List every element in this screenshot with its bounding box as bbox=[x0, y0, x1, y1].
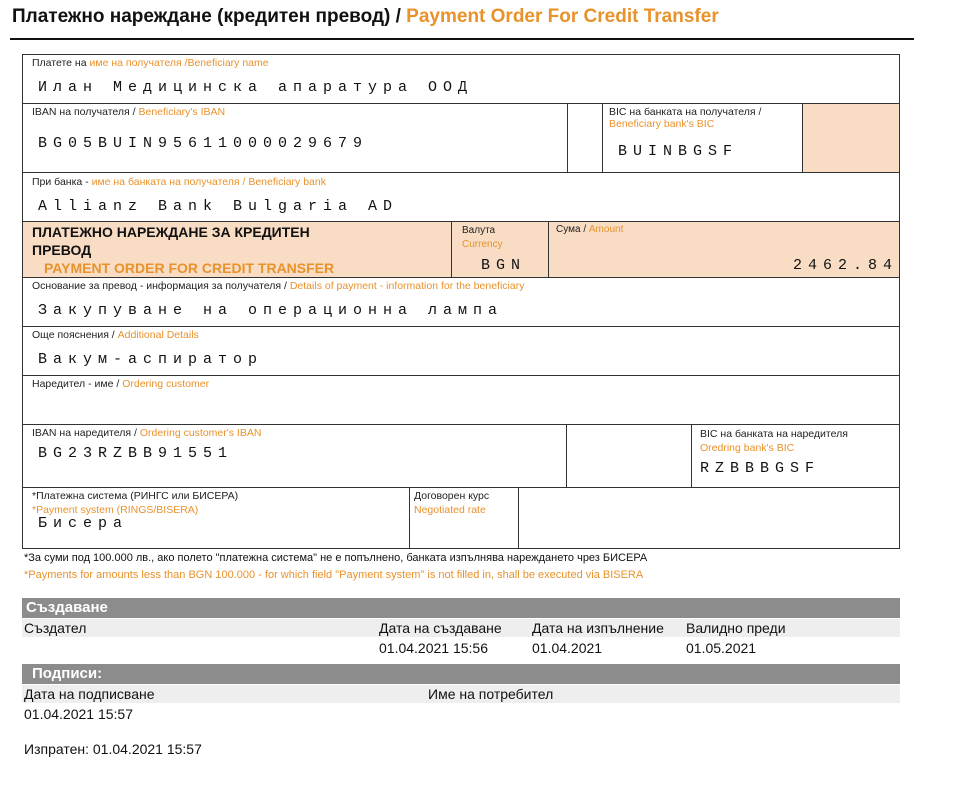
row-divider bbox=[22, 221, 900, 222]
bank-name-field[interactable]: Allianz Bank Bulgaria AD bbox=[38, 198, 399, 215]
beneficiary-iban-field[interactable]: BG05BUIN95611000029679 bbox=[38, 135, 369, 152]
col-divider bbox=[567, 103, 568, 172]
title-bg: Платежно нареждане (кредитен превод) / bbox=[12, 6, 401, 27]
additional-details-field[interactable]: Вакум-аспиратор bbox=[38, 351, 264, 368]
ordering-iban-field[interactable]: BG23RZBB91551 bbox=[38, 445, 234, 462]
ordering-iban-label: IBAN на наредителя / Ordering customer's IBAN bbox=[32, 427, 262, 439]
execution-date-value: 01.04.2021 bbox=[532, 640, 603, 656]
row-divider bbox=[22, 103, 900, 104]
user-name-label: Име на потребител bbox=[428, 686, 554, 702]
details-label: Основание за превод - информация за получателя / Details of payment - information for the beneficiary bbox=[32, 280, 525, 292]
row-divider bbox=[22, 326, 900, 327]
col-divider bbox=[518, 487, 519, 549]
currency-label: Валута Currency bbox=[462, 225, 503, 250]
amount-field[interactable]: 2462.84 bbox=[792, 257, 898, 274]
footnote-en: *Payments for amounts less than BGN 100.000 - for which field "Payment system" is not filled in, shall be executed via BISERA bbox=[24, 569, 644, 581]
signed-date-value: 01.04.2021 15:57 bbox=[24, 706, 133, 722]
beneficiary-iban-label: IBAN на получателя / Beneficiary's IBAN bbox=[32, 106, 226, 118]
sent-status: Изпратен: 01.04.2021 15:57 bbox=[24, 741, 202, 757]
beneficiary-label: Платете на име на получателя /Beneficiary name bbox=[32, 57, 269, 69]
col-divider bbox=[566, 424, 567, 487]
valid-before-label: Валидно преди bbox=[686, 620, 786, 636]
row-divider bbox=[22, 487, 900, 488]
payment-system-field[interactable]: Бисера bbox=[38, 515, 129, 532]
footnote-bg: *За суми под 100.000 лв., ако полето "платежна система" не е попълнено, банката изпълнява нареждането чрез БИСЕРА bbox=[24, 552, 648, 564]
currency-field[interactable]: BGN bbox=[481, 257, 527, 274]
title-en: Payment Order For Credit Transfer bbox=[406, 6, 719, 27]
col-divider bbox=[409, 487, 410, 549]
valid-before-value: 01.05.2021 bbox=[686, 640, 757, 656]
row-divider bbox=[22, 375, 900, 376]
col-divider bbox=[451, 221, 452, 277]
details-field[interactable]: Закупуване на операционна лампа bbox=[38, 302, 504, 319]
beneficiary-bic-label: BIC на банката на получателя / Beneficiary bank's BIC bbox=[609, 106, 762, 130]
payment-system-label: *Платежна система (РИНГС или БИСЕРА) *Payment system (RINGS/BISERA) bbox=[32, 490, 239, 516]
col-divider bbox=[802, 103, 803, 172]
negotiated-rate-label: Договорен курс Negotiated rate bbox=[414, 490, 490, 516]
signatures-section-header: Подписи: bbox=[22, 664, 900, 684]
order-type-heading: ПЛАТЕЖНО НАРЕЖДАНЕ ЗА КРЕДИТЕН ПРЕВОД PAYMENT ORDER FOR CREDIT TRANSFER bbox=[32, 224, 335, 276]
amount-label: Сума / Amount bbox=[556, 224, 624, 235]
execution-date-label: Дата на изпълнение bbox=[532, 620, 664, 636]
ordering-customer-field[interactable] bbox=[38, 400, 878, 420]
ordering-bic-field[interactable]: RZBBBGSF bbox=[700, 460, 821, 477]
additional-label: Още пояснения / Additional Details bbox=[32, 329, 199, 341]
signed-date-label: Дата на подписване bbox=[24, 686, 155, 702]
beneficiary-bic-field[interactable]: BUINBGSF bbox=[618, 143, 739, 160]
row-divider bbox=[22, 424, 900, 425]
col-divider bbox=[691, 424, 692, 487]
page-title bbox=[12, 6, 719, 28]
created-date-label: Дата на създаване bbox=[379, 620, 502, 636]
ordering-customer-label: Наредител - име / Ordering customer bbox=[32, 378, 210, 390]
row-divider bbox=[22, 172, 900, 173]
bank-label: При банка - име на банката на получателя / Beneficiary bank bbox=[32, 176, 326, 188]
bic-peach-fill bbox=[803, 103, 899, 172]
creator-label: Създател bbox=[24, 620, 87, 636]
ordering-bic-label: BIC на банката на наредителя Oredring bank's BIC bbox=[700, 428, 848, 454]
beneficiary-name-field[interactable]: Илан Медицинска апаратура ООД bbox=[38, 79, 474, 96]
title-divider bbox=[10, 38, 914, 40]
negotiated-rate-field[interactable] bbox=[528, 515, 888, 535]
row-divider bbox=[22, 277, 900, 278]
created-date-value: 01.04.2021 15:56 bbox=[379, 640, 488, 656]
col-divider bbox=[602, 103, 603, 172]
creation-section-header: Създаване bbox=[22, 598, 900, 618]
col-divider bbox=[548, 221, 549, 277]
